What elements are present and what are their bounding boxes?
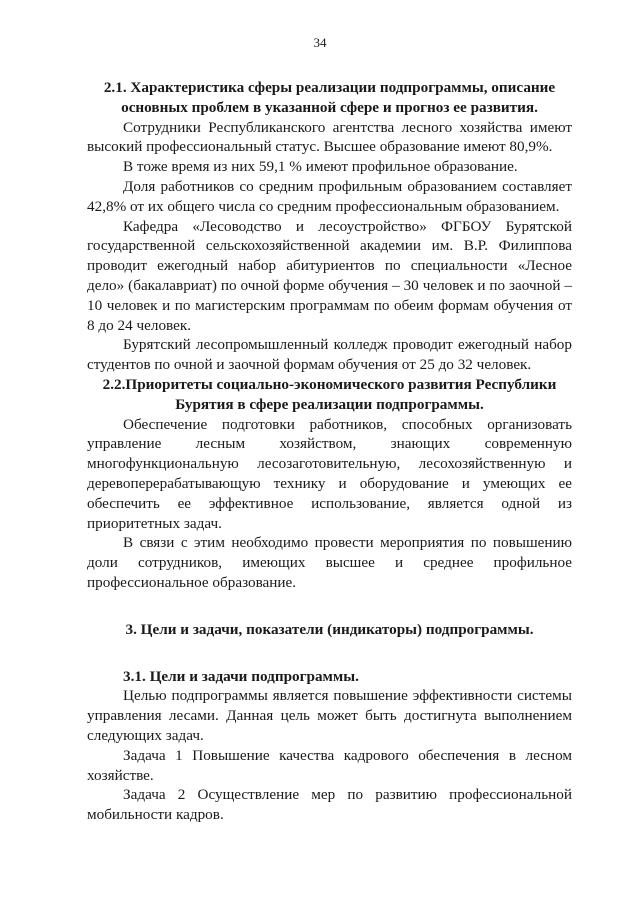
- paragraph: Задача 2 Осуществление мер по развитию профессиональной мобильности кадров.: [87, 786, 572, 824]
- section-3-heading: 3. Цели и задачи, показатели (индикаторы) подпрограммы.: [125, 620, 534, 638]
- section-3-1-heading: 3.1. Цели и задачи подпрограммы.: [123, 667, 359, 685]
- page-number: 34: [313, 35, 327, 50]
- spacer: [87, 593, 572, 620]
- paragraph: Доля работников со средним профильным образованием составляет 42,8% от их общего числа со средним профессиональным образованием.: [87, 177, 572, 215]
- paragraph: В связи с этим необходимо провести мероприятия по повышению доли сотрудников, имеющих высшее и среднее профильное профессиональное образование.: [87, 534, 572, 591]
- paragraph: Сотрудники Республиканского агентства лесного хозяйства имеют высокий профессиональный статус. Высшее образование имеют 80,9%.: [87, 118, 572, 156]
- paragraph: В тоже время из них 59,1 % имеют профильное образование.: [123, 158, 518, 176]
- section-2-2-heading: 2.2.Приоритеты социально-экономического развития Республики Бурятия в сфере реализации подпрограммы.: [102, 375, 557, 413]
- paragraph: Бурятский лесопромышленный колледж проводит ежегодный набор студентов по очной и заочной формам обучения от 25 до 32 человек.: [87, 336, 572, 374]
- paragraph: Целью подпрограммы является повышение эффективности системы управления лесами. Данная цель может быть достигнута выполнением следующих задач.: [87, 687, 572, 744]
- page-content: [87, 78, 572, 825]
- section-2-1-heading: 2.1. Характеристика сферы реализации подпрограммы, описание основных проблем в указанной сфере и прогноз ее развития.: [103, 79, 556, 116]
- paragraph: Кафедра «Лесоводство и лесоустройство» ФГБОУ Бурятской государственной сельскохозяйственной академии им. В.Р. Филиппова проводит ежегодный набор абитуриентов по специальности «Лесное дело» (бакалавриат) по очной форме обучения – 30 человек и по заочной – 10 человек и по магистерским программам по обеим формам обучения от 8 до 24 человек.: [87, 217, 572, 334]
- paragraph: Обеспечение подготовки работников, способных организовать управление лесным хозяйством, знающих современную многофункциональную лесозаготовительную, лесохозяйственную и деревоперерабатывающую технику и оборудование и умеющих ее обеспечить ее эффективное использование, является одной из приоритетных задач.: [87, 415, 572, 532]
- spacer: [87, 640, 572, 667]
- paragraph: Задача 1 Повышение качества кадрового обеспечения в лесном хозяйстве.: [87, 746, 572, 784]
